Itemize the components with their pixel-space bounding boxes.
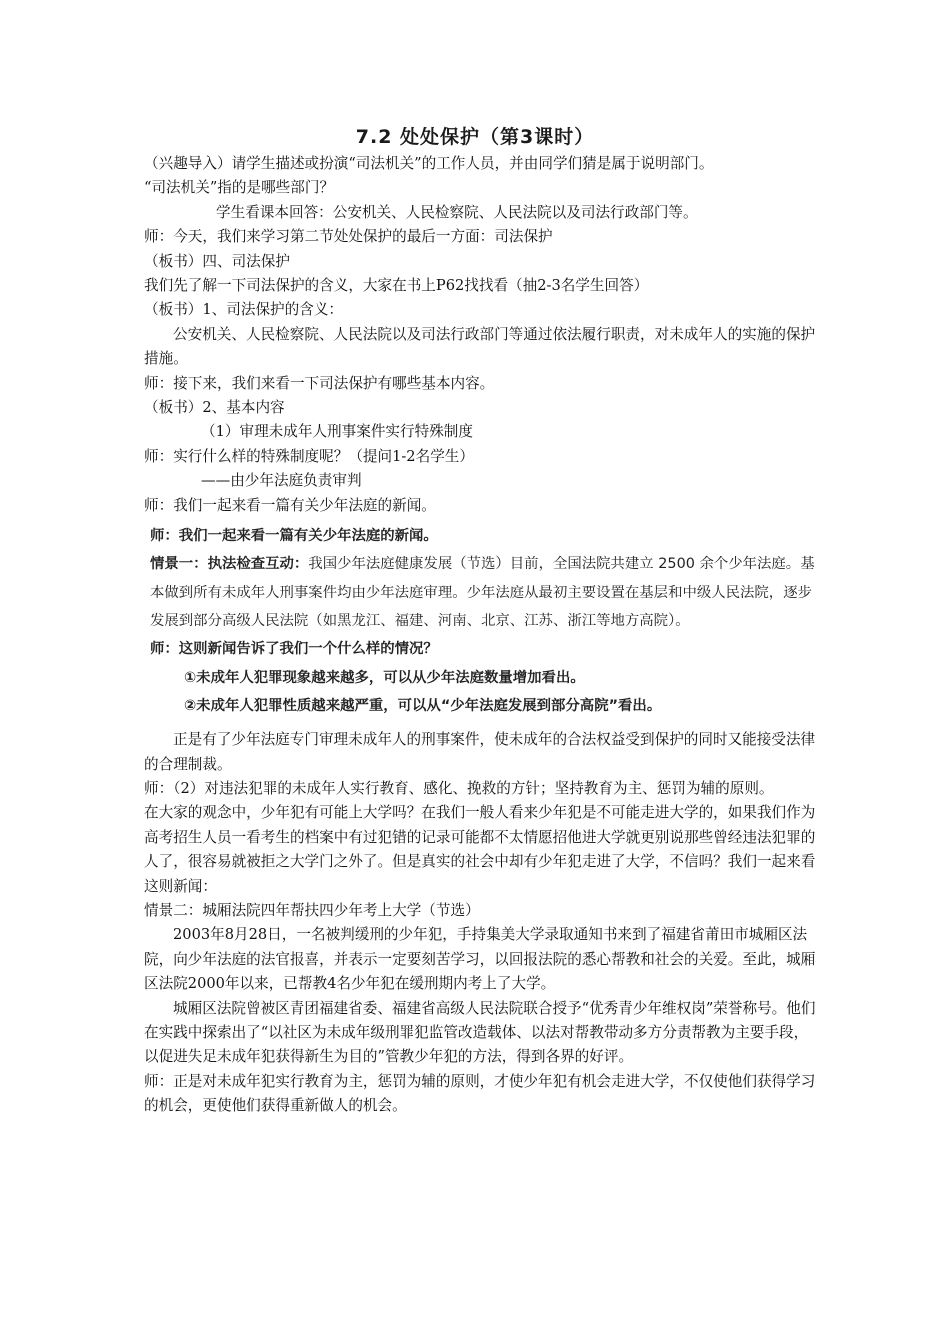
paragraph-news-prompt: 师：我们一起来看一篇有关少年法庭的新闻。 <box>144 496 436 514</box>
news-scene1-heading: 情景一：执法检查互动： <box>150 556 309 573</box>
paragraph-definition-prompt: 我们先了解一下司法保护的含义，大家在书上P62找找看（抽2-3名学生回答） <box>144 277 649 295</box>
paragraph-content-prompt: 师：接下来，我们来看一下司法保护有哪些基本内容。 <box>144 374 495 392</box>
paragraph-scene2-heading: 情景二：城厢法院四年帮扶四少年考上大学（节选） <box>144 902 480 920</box>
paragraph-teacher-intro: 师：今天，我们来学习第二节处处保护的最后一方面：司法保护 <box>144 228 553 246</box>
paragraph-board-content: （板书）2、基本内容 <box>144 399 285 417</box>
paragraph-item-1: （1）审理未成年人刑事案件实行特殊制度 <box>201 423 473 441</box>
news-question: 师：这则新闻告诉了我们一个什么样的情况？ <box>150 641 438 658</box>
page-title: 7.2 处处保护（第3课时） <box>355 126 595 148</box>
paragraph-juvenile-court: ——由少年法庭负责审判 <box>201 472 362 490</box>
paragraph-intro: （兴趣导入）请学生描述或扮演“司法机关”的工作人员，并由同学们猜是属于说明部门。 <box>144 155 714 172</box>
paragraph-college-question: 在大家的观念中，少年犯有可能上大学吗？在我们一般人看来少年犯是不可能走进大学的，如果我们作为高考招生人员一看考生的档案中有过犯错的记录可能都不太情愿招他进大学就更别说那些曾经违法犯罪的人了，很容易就被拒之大学门之外了。但是真实的社会中却有少年犯走进了大学，不信吗？我们一起来看这则新闻： <box>144 804 816 895</box>
news-scene1-body: 我国少年法庭健康发展（节选）目前，全国法院共建立 2500 余个少年法庭。基本做到所有未成年人刑事案件均由少年法庭审理。少年法庭从最初主要设置在基层和中级人民法院，逐步发展到部分高级人民法院（如黑龙江、福建、河南、北京、江苏、浙江等地方高院）。 <box>150 556 815 629</box>
paragraph-board-definition: （板书）1、司法保护的含义： <box>144 301 344 319</box>
paragraph-system-question: 师：实行什么样的特殊制度呢？（提问1-2名学生） <box>144 447 474 465</box>
paragraph-scene2-story: 2003年8月28日，一名被判缓刑的少年犯，手持集美大学录取通知书来到了福建省莆田市城厢区法院，向少年法庭的法官报喜，并表示一定要刻苦学习，以回报法院的悉心帮教和社会的关爱。至此，城厢区法院2000年以来，已帮教4名少年犯在缓刑期内考上了大学。 <box>144 926 816 993</box>
paragraph-student-answer: 学生看课本回答：公安机关、人民检察院、人民法院以及司法行政部门等。 <box>216 203 698 221</box>
document-body <box>144 152 816 1119</box>
news-answer-2: ②未成年人犯罪性质越来越严重，可以从“少年法庭发展到部分高院”看出。 <box>184 697 662 714</box>
paragraph-item-2: 师：（2）对违法犯罪的未成年人实行教育、感化、挽救的方针；坚持教育为主、惩罚为辅的原则。 <box>144 779 774 797</box>
news-intro: 师：我们一起来看一篇有关少年法庭的新闻。 <box>150 528 438 545</box>
paragraph-definition: 公安机关、人民检察院、人民法院以及司法行政部门等通过依法履行职责，对未成年人的实施的保护措施。 <box>144 325 816 368</box>
paragraph-board-heading: （板书）四、司法保护 <box>144 252 290 270</box>
paragraph-conclusion: 师：正是对未成年犯实行教育为主，惩罚为辅的原则，才使少年犯有机会走进大学，不仅使他们获得学习的机会，更使他们获得重新做人的机会。 <box>144 1072 816 1115</box>
paragraph-question: “司法机关”指的是哪些部门？ <box>144 179 335 197</box>
paragraph-scene2-honor: 城厢区法院曾被区青团福建省委、福建省高级人民法院联合授予“优秀青少年维权岗”荣誉称号。他们在实践中探索出了“以社区为未成年级刑罪犯监管改造载体、以法对帮教带动多方分责帮教为主要手段，以促进失足未成年犯获得新生为目的”管教少年犯的方法，得到各界的好评。 <box>144 999 816 1066</box>
paragraph-court-summary: 正是有了少年法庭专门审理未成年人的刑事案件，使未成年的合法权益受到保护的同时又能接受法律的合理制裁。 <box>144 731 816 773</box>
news-answer-1: ①未成年人犯罪现象越来越多，可以从少年法庭数量增加看出。 <box>184 669 585 686</box>
news-scene1 <box>150 550 816 635</box>
news-excerpt-block <box>150 522 816 720</box>
